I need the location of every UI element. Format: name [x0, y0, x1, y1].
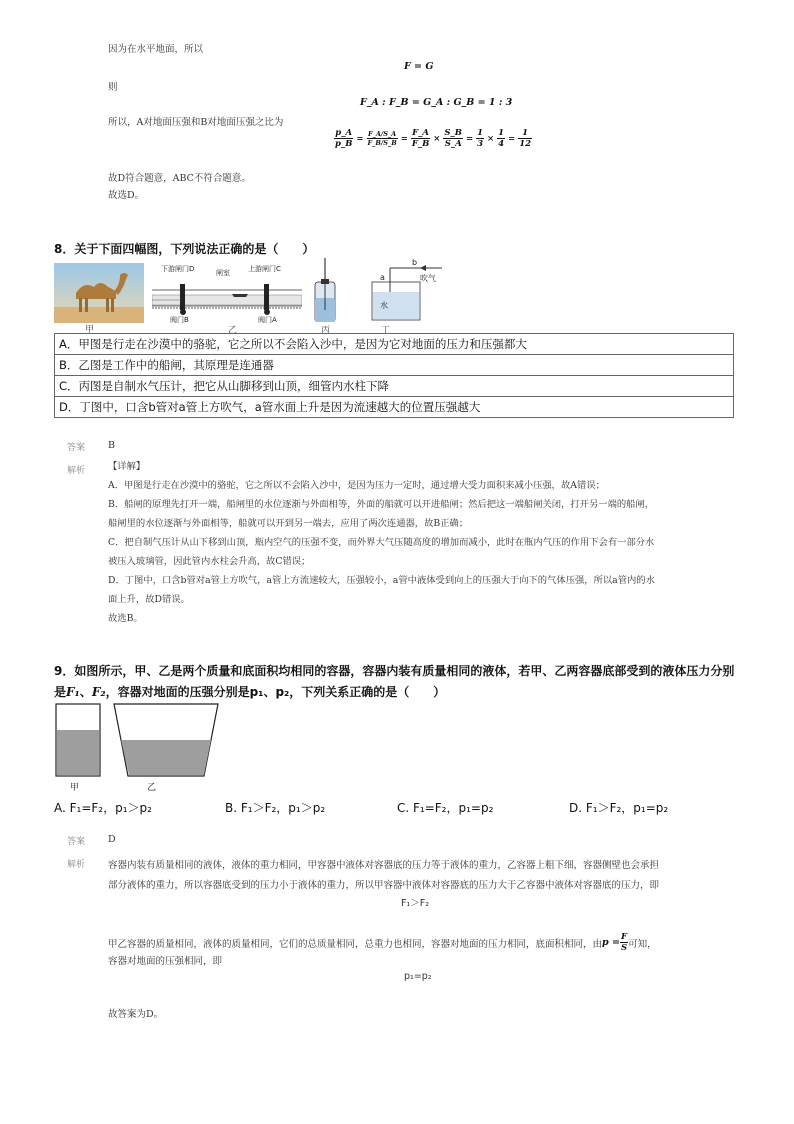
prev-text-3: 所以，A对地面压强和B对地面压强之比为	[108, 117, 284, 128]
prev-text-4: 故D符合题意，ABC不符合题意。	[108, 173, 251, 184]
q8-analysis-line: 船闸里的水位逐渐与外面相等，船就可以开到另一端去，应用了两次连通器，故B正确；	[108, 518, 469, 529]
q8-analysis-line: B．船闸的原理先打开一端，船闸里的水位逐渐与外面相等，外面的船就可以开进船闸；然后把这一端船闸关闭，打开另一端的船闸，	[108, 499, 655, 510]
q8-analysis-line: C．把自制气压计从山下移到山顶，瓶内空气的压强不变，而外界大气压随高度的增加而减小，此时在瓶内气压的作用下会有一部分水	[108, 537, 655, 548]
q9-choice-b[interactable]: B. F₁＞F₂，p₁＞p₂	[225, 801, 326, 815]
prev-text-2: 则	[108, 82, 118, 93]
q9-analysis-5: 故答案为D。	[108, 1009, 164, 1020]
prev-text-1: 因为在水平地面，所以	[108, 44, 204, 55]
prev-eq-2: F_A : F_B = G_A : G_B = 1 : 3	[360, 97, 513, 108]
q8-analysis-line: D．丁图中，口含b管对a管上方吹气，a管上方流速较大，压强较小，a管中液体受到向上的压强大于向下的气体压强，所以a管内的水	[108, 575, 655, 586]
q8-analysis-line: 【详解】	[108, 461, 146, 472]
q8-fig-barometer	[310, 258, 340, 322]
q8-lock-valve-b: 阀门B	[170, 316, 189, 324]
q8-answer: B	[108, 440, 115, 451]
q8-title: 8．关于下面四幅图，下列说法正确的是（ ）	[54, 242, 315, 256]
prev-eq-3: $\frac{p\_A}{p\_B}$ = $\frac{F\_A/S\_A}{F\_B/S\_B}$ = $\frac{F\_A}{F\_B}$ × $\frac{S\_B}{S\_A}$ = $\frac{1}{3}$ × $\frac{1}{4}$ = $\frac{1}{12}$	[335, 128, 532, 149]
q8-option-d[interactable]: D．丁图中，口含b管对a管上方吹气，a管水面上升是因为流速越大的位置压强越大	[55, 397, 734, 418]
q8-fig-camel	[54, 263, 144, 323]
q9-answer: D	[108, 834, 116, 845]
q9-analysis-eq1: F₁＞F₂	[401, 898, 430, 909]
q8-options-table	[54, 333, 734, 418]
q8-fig-label-ding: 丁	[381, 326, 391, 336]
q8-lock-boat: 闸室	[216, 269, 230, 277]
q8-analysis	[108, 457, 748, 628]
q8-ding-water: 水	[380, 301, 388, 310]
q9-choice-d[interactable]: D. F₁＞F₂，p₁=p₂	[569, 801, 669, 815]
q8-lock-gate-d: 下游闸门D	[161, 265, 195, 273]
q8-answer-label: 答案	[67, 443, 86, 453]
q9-answer-label: 答案	[67, 837, 86, 847]
q8-lock-gate-c: 上游闸门C	[248, 265, 281, 273]
q9-analysis-label: 解析	[67, 860, 86, 870]
prev-eq-1: F = G	[404, 61, 434, 72]
q9-fig-label-jia: 甲	[70, 783, 80, 793]
q8-analysis-line: 面上升，故D错误。	[108, 594, 190, 605]
q9-choice-c[interactable]: C. F₁=F₂，p₁=p₂	[397, 801, 494, 815]
q9-title-line2: 是F₁、F₂，容器对地面的压强分别是p₁、p₂，下列关系正确的是（ ）	[54, 685, 446, 699]
q9-analysis-2: 部分液体的重力，所以容器底受到的压力小于液体的重力，所以甲容器中液体对容器底的压力大于乙容器中液体对容器底的压力，即	[108, 880, 660, 891]
q9-analysis-3: 甲乙容器的质量相同，液体的质量相同，它们的总质量相同，总重力也相同，容器对地面的压力相同，底面积相同，由 p = $\frac{F}{S}$ 可知，	[108, 932, 657, 953]
q9-analysis-1: 容器内装有质量相同的液体，液体的重力相同，甲容器中液体对容器底的压力等于液体的重力，乙容器上粗下细，容器侧壁也会承担	[108, 860, 660, 871]
q8-ding-blow: 吹气	[420, 274, 436, 283]
prev-text-5: 故选D。	[108, 190, 145, 201]
q8-fig-label-jia: 甲	[85, 325, 95, 335]
camel-image	[54, 263, 144, 323]
q8-option-b[interactable]: B．乙图是工作中的船闸，其原理是连通器	[55, 355, 734, 376]
q8-analysis-label: 解析	[67, 466, 86, 476]
q8-fig-label-bing: 丙	[321, 326, 331, 336]
q9-choice-a[interactable]: A. F₁=F₂，p₁＞p₂	[54, 801, 152, 815]
q9-title-line1: 9．如图所示，甲、乙是两个质量和底面积均相同的容器，容器内装有质量相同的液体，若甲、乙两容器底部受到的液体压力分别	[54, 664, 735, 678]
q8-fig-blow-tube	[368, 258, 448, 322]
q8-analysis-line: A．甲图是行走在沙漠中的骆驼，它之所以不会陷入沙中，是因为压力一定时，通过增大受力面积来减小压强，故A错误；	[108, 480, 605, 491]
q8-fig-label-yi: 乙	[228, 326, 238, 336]
q8-lock-valve-a: 阀门A	[258, 316, 277, 324]
q8-option-c[interactable]: C．丙图是自制水气压计，把它从山脚移到山顶，细管内水柱下降	[55, 376, 734, 397]
q9-analysis-eq2: p₁=p₂	[404, 971, 432, 982]
q9-fig-label-yi: 乙	[147, 783, 157, 793]
q9-fig-containers	[54, 702, 224, 797]
q9-analysis-4: 容器对地面的压强相同，即	[108, 956, 223, 967]
q8-ding-a: a	[380, 273, 385, 282]
q8-option-a[interactable]: A．甲图是行走在沙漠中的骆驼，它之所以不会陷入沙中，是因为它对地面的压力和压强都大	[55, 334, 734, 355]
q8-ding-b: b	[412, 258, 418, 267]
q8-analysis-line: 被压入玻璃管，因此管内水柱会升高，故C错误；	[108, 556, 311, 567]
q8-analysis-line: 故选B。	[108, 613, 143, 624]
